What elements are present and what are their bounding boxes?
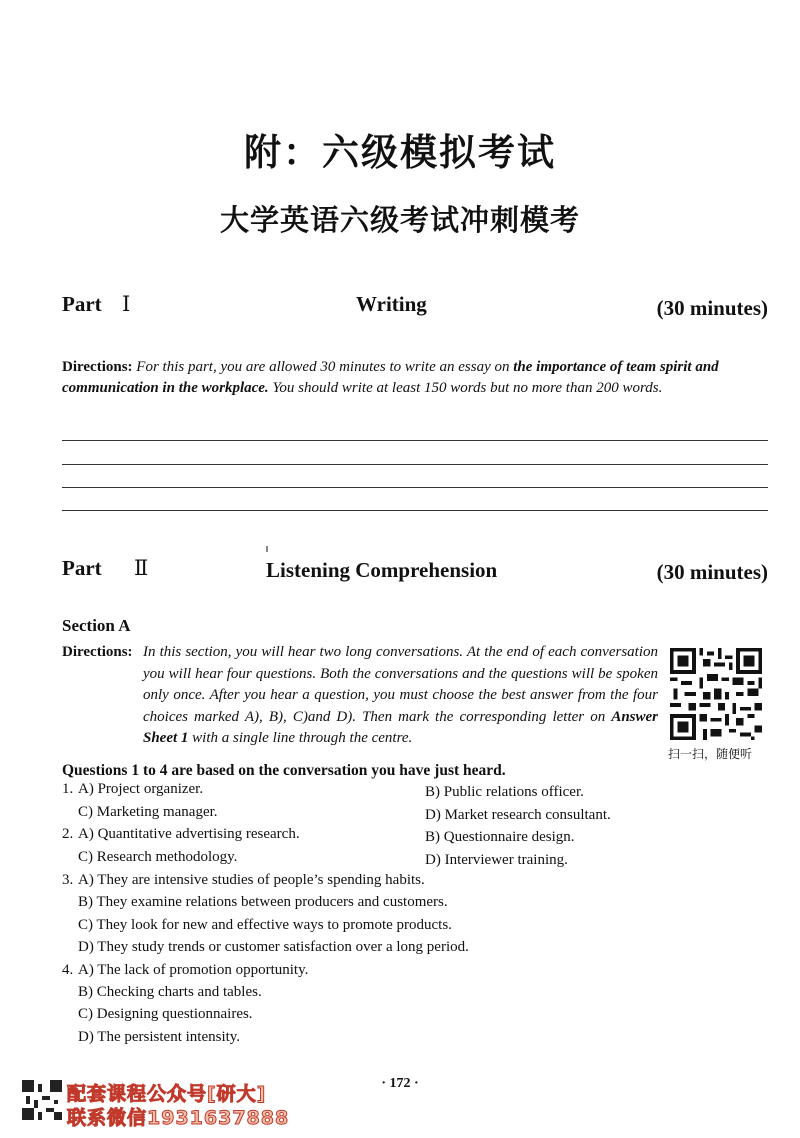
part2-time: (30 minutes) <box>656 560 768 584</box>
part2-directions-text <box>143 642 658 750</box>
question-option: D) They study trends or customer satisfaction over a long period. <box>78 939 469 955</box>
part2-directions <box>62 642 658 750</box>
question-option: D) The persistent intensity. <box>78 1029 241 1045</box>
part2-directions-label: Directions: <box>62 644 133 660</box>
question-option: B) Checking charts and tables. <box>78 984 262 1000</box>
part1-directions <box>62 357 768 399</box>
questions-heading: Questions 1 to 4 are based on the conversation you have just heard. <box>62 762 506 779</box>
part2-label: Part <box>62 556 102 580</box>
question-option: A) Project organizer. <box>78 781 204 797</box>
question-option: A) Quantitative advertising research. <box>78 826 300 842</box>
question-option: C) Research methodology. <box>78 849 238 865</box>
question-option: A) They are intensive studies of people’s spending habits. <box>78 872 425 888</box>
question-option: C) Marketing manager. <box>78 804 218 820</box>
part1-time: (30 minutes) <box>656 296 768 320</box>
part1-name: Writing <box>356 292 427 316</box>
answer-line <box>62 464 768 465</box>
question-option: D) Market research consultant. <box>425 807 611 823</box>
part1-directions-text-2: You should write at least 150 words but no more than 200 words. <box>268 380 663 396</box>
part1-label: Part <box>62 292 102 316</box>
part2-number: Ⅱ <box>134 556 149 580</box>
answer-sheet-ref: Answer Sheet 1 <box>143 708 658 746</box>
part2-header <box>62 556 768 586</box>
question-number: 3. <box>62 872 74 888</box>
watermark-line-1: 配套课程公众号[研大] <box>67 1083 267 1105</box>
question-option: B) Questionnaire design. <box>425 829 575 845</box>
answer-line <box>62 440 768 441</box>
print-mark <box>266 546 268 552</box>
part1-header <box>62 292 768 322</box>
part1-number: Ⅰ <box>122 292 131 316</box>
answer-line <box>62 487 768 488</box>
part2-directions-text-2: with a single line through the centre. <box>188 730 413 746</box>
watermark-line-2: 联系微信1931637888 <box>67 1107 290 1129</box>
part1-directions-text <box>62 359 719 396</box>
question-option: C) Designing questionnaires. <box>78 1006 253 1022</box>
exam-subtitle: 大学英语六级考试冲刺模考 <box>219 203 580 237</box>
question-option: B) Public relations officer. <box>425 784 584 800</box>
question-number: 2. <box>62 826 74 842</box>
page-title: 附：六级模拟考试 <box>244 131 556 174</box>
part1-directions-topic: the importance of team spirit and communication in the workplace. <box>62 359 719 396</box>
question-option: A) The lack of promotion opportunity. <box>78 962 309 978</box>
part2-directions-text-1: In this section, you will hear two long conversations. At the end of each conversation you will hear four questions. Both the conversations and the questions will be spoken only once. After you hear a question, you must choose the best answer from the four choices marked A), B), C)and D). Then mark the corresponding letter on <box>143 644 658 725</box>
part2-name: Listening Comprehension <box>266 558 498 582</box>
part1-directions-label: Directions: <box>62 359 133 375</box>
question-option: C) They look for new and effective ways to promote products. <box>78 917 452 933</box>
section-a-heading: Section A <box>62 616 131 635</box>
qr-code-icon[interactable] <box>668 648 764 740</box>
watermark-qr-icon <box>22 1080 62 1120</box>
question-number: 4. <box>62 962 74 978</box>
question-number: 1. <box>62 781 74 797</box>
qr-caption: 扫一扫，随便听 <box>668 747 753 761</box>
question-option: D) Interviewer training. <box>425 852 568 868</box>
part1-directions-text-1: For this part, you are allowed 30 minutes to write an essay on <box>136 359 514 375</box>
question-option: B) They examine relations between producers and customers. <box>78 894 448 910</box>
answer-line <box>62 510 768 511</box>
page-number: · 172 · <box>381 1076 419 1091</box>
